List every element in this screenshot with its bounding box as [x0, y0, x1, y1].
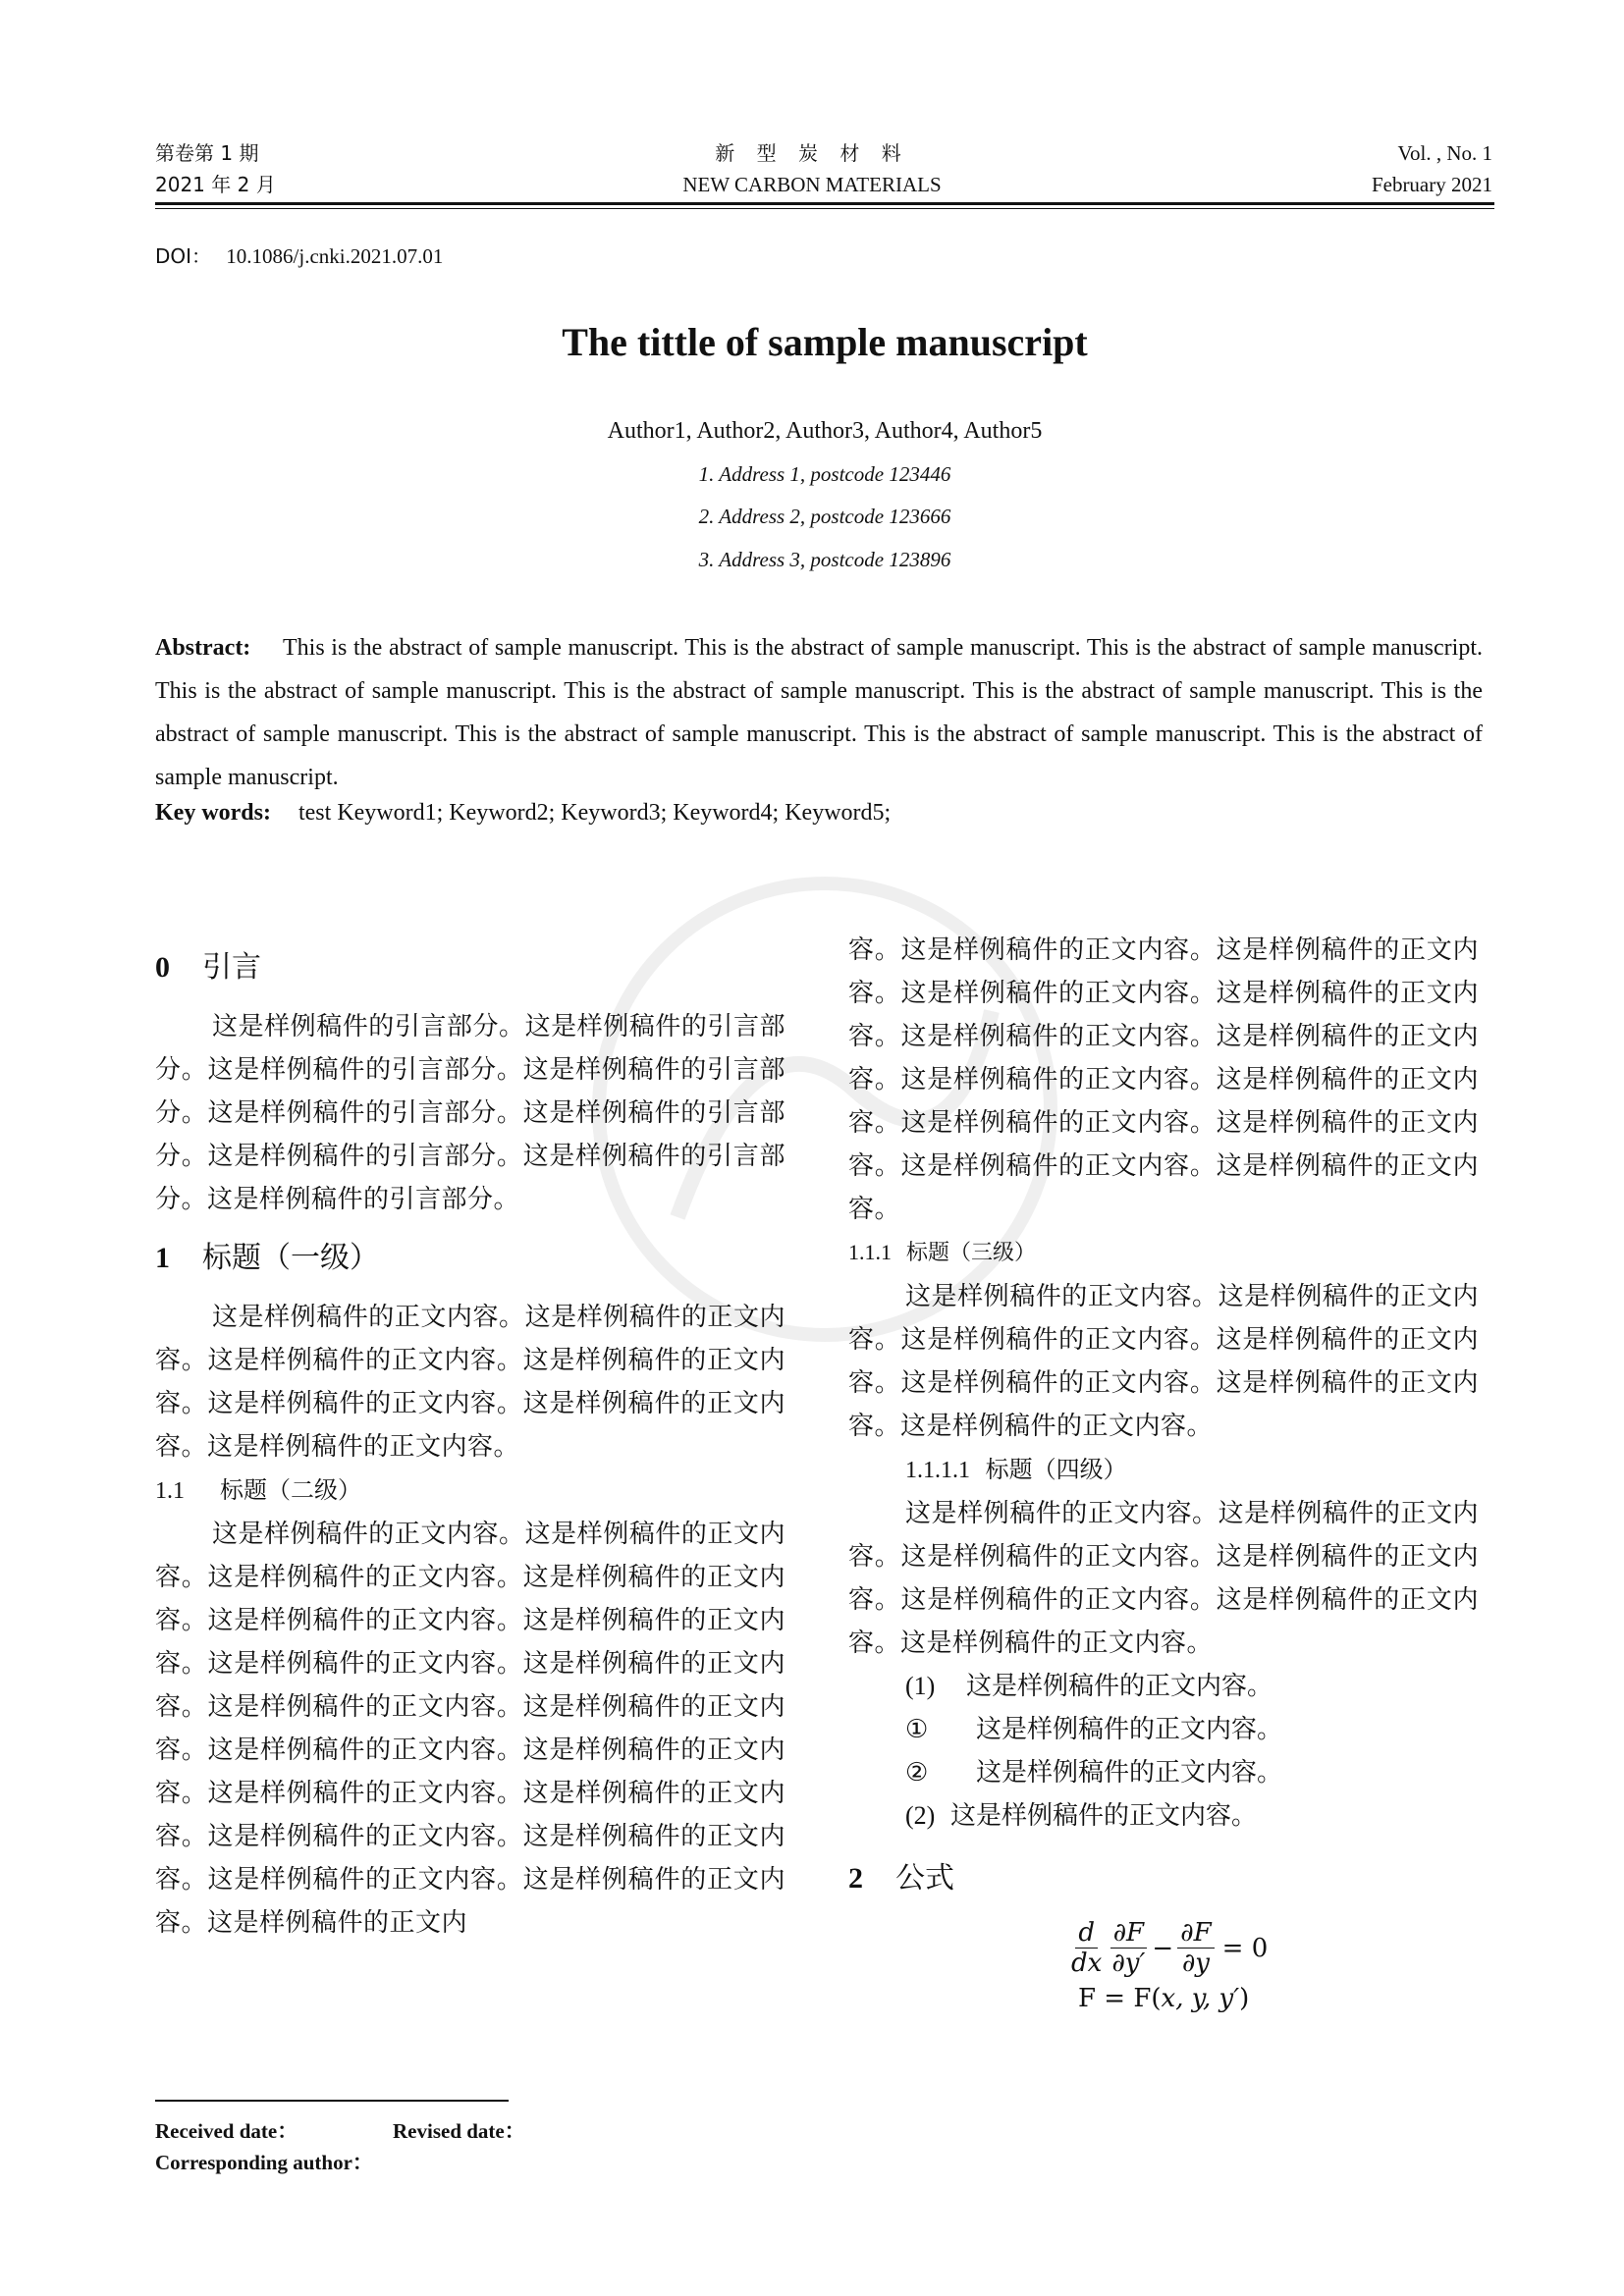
date-en: February 2021 — [1371, 173, 1492, 196]
continued-paragraph: 容。这是样例稿件的正文内容。这是样例稿件的正文内容。这是样例稿件的正文内容。这是样例稿件的正文内容。这是样例稿件的正文内容。这是样例稿件的正文内容。这是样例稿件的正文内容。这是样例稿件的正文内容。这是样例稿件的正文内容。这是样例稿件的正文内容。这是样例稿件的正文内容。这是样例稿件的正文内容。 — [848, 935, 1479, 1224]
section-0-heading — [155, 946, 785, 989]
section-1-title: 标题（一级） — [202, 1241, 379, 1275]
header-left — [155, 137, 276, 200]
abstract-text: This is the abstract of sample manuscript. This is the abstract of sample manuscript. This is the abstract of sample manuscript. This is the abstract of sample manuscript. This is the abstract of sample manuscript. This is the abstract of sample manuscript. This is the abstract of sample manuscript. This is the abstract of sample manuscript. This is the abstract of sample manuscript. This is the abstract of sample manuscript. — [155, 635, 1484, 790]
abstract — [155, 626, 1483, 799]
address-3: 3. Address 3, postcode 123896 — [698, 548, 951, 571]
doi-label: DOI： — [155, 244, 212, 268]
section-1-1-title: 标题（二级） — [220, 1476, 361, 1504]
section-1-paragraph: 这是样例稿件的正文内容。这是样例稿件的正文内容。这是样例稿件的正文内容。这是样例稿件的正文内容。这是样例稿件的正文内容。这是样例稿件的正文内容。这是样例稿件的正文内容。 — [155, 1303, 785, 1462]
frac-denominator: ∂y′ — [1111, 1949, 1146, 1978]
doi-value: 10.1086/j.cnki.2021.07.01 — [226, 244, 444, 268]
received-date: Received date： — [155, 2119, 298, 2143]
journal-cn: 新 型 炭 材 料 — [715, 141, 909, 165]
equation-1 — [848, 1918, 1479, 1978]
keywords-label: Key words: — [155, 800, 271, 826]
list-marker: (1) — [905, 1672, 936, 1700]
frac-denominator: dx — [1071, 1949, 1103, 1978]
list-text: 这是样例稿件的正文内容。 — [966, 1672, 1273, 1701]
address-2: 2. Address 2, postcode 123666 — [698, 505, 951, 528]
frac-numerator: ∂F — [1110, 1918, 1147, 1949]
revised-date: Revised date： — [393, 2119, 525, 2143]
section-1-1-paragraph: 这是样例稿件的正文内容。这是样例稿件的正文内容。这是样例稿件的正文内容。这是样例稿件的正文内容。这是样例稿件的正文内容。这是样例稿件的正文内容。这是样例稿件的正文内容。这是样例稿件的正文内容。这是样例稿件的正文内容。这是样例稿件的正文内容。这是样例稿件的正文内容。这是样例稿件的正文内容。这是样例稿件的正文内容。这是样例稿件的正文内容。这是样例稿件的正文内容。这是样例稿件的正文内容。这是样例稿件的正文内容。这是样例稿件的正文内容。这是样例稿件的正文内 — [155, 1520, 785, 1938]
frac-denominator: ∂y — [1181, 1949, 1210, 1978]
section-1-1-1-1-number: 1.1.1.1 — [905, 1458, 970, 1483]
section-1-1-1-number: 1.1.1 — [848, 1240, 892, 1264]
list-marker: ② — [905, 1758, 929, 1788]
list-text: 这是样例稿件的正文内容。 — [976, 1715, 1283, 1744]
right-column — [848, 929, 1479, 2013]
fraction-d-dx — [1068, 1918, 1105, 1978]
section-0-number: 0 — [155, 951, 170, 984]
issue-cn: 第卷第 1 期 — [155, 141, 259, 165]
list-marker: (2) — [905, 1801, 936, 1830]
section-1-1-1-1-title: 标题（四级） — [985, 1456, 1127, 1483]
header-rule-thick — [155, 202, 1494, 205]
left-column — [155, 946, 785, 1945]
eq2-lhs: F = F( — [1078, 1984, 1162, 2013]
eq2-args: x, y, y′ — [1161, 1984, 1240, 2013]
section-2-number: 2 — [848, 1862, 863, 1895]
list-item — [848, 1794, 1479, 1838]
paper-title: The tittle of sample manuscript — [562, 320, 1088, 364]
list-text: 这是样例稿件的正文内容。 — [976, 1758, 1283, 1788]
date-cn: 2021 年 2 月 — [155, 173, 276, 196]
keywords-text: test Keyword1; Keyword2; Keyword3; Keyword4; Keyword5; — [298, 800, 892, 826]
footnote-rule — [155, 2100, 509, 2102]
section-2-title: 公式 — [895, 1861, 954, 1896]
section-1-1-1-1-heading — [848, 1448, 1479, 1492]
eq2-rhs: ) — [1239, 1984, 1250, 2013]
equals-zero: = 0 — [1221, 1933, 1269, 1963]
author-list: Author1, Author2, Author3, Author4, Author5 — [607, 418, 1043, 444]
section-1-1-1-paragraph: 这是样例稿件的正文内容。这是样例稿件的正文内容。这是样例稿件的正文内容。这是样例稿件的正文内容。这是样例稿件的正文内容。这是样例稿件的正文内容。这是样例稿件的正文内容。 — [848, 1282, 1479, 1441]
section-1-1-number: 1.1 — [155, 1478, 185, 1504]
frac-numerator: d — [1075, 1918, 1098, 1949]
volume: Vol. , No. 1 — [1397, 141, 1492, 165]
corresponding-author: Corresponding author： — [155, 2151, 373, 2174]
fraction-dF-dyprime — [1109, 1918, 1148, 1978]
header-right — [1372, 137, 1492, 200]
doi-line — [155, 240, 443, 269]
header-center — [550, 137, 1074, 200]
section-1-1-1-1-paragraph: 这是样例稿件的正文内容。这是样例稿件的正文内容。这是样例稿件的正文内容。这是样例稿件的正文内容。这是样例稿件的正文内容。这是样例稿件的正文内容。这是样例稿件的正文内容。 — [848, 1499, 1479, 1658]
section-2-heading — [848, 1857, 1479, 1900]
list-item — [848, 1665, 1479, 1708]
equation-2 — [848, 1984, 1479, 2013]
list-item — [848, 1751, 1479, 1794]
section-0-title: 引言 — [202, 950, 261, 985]
intro-paragraph: 这是样例稿件的引言部分。这是样例稿件的引言部分。这是样例稿件的引言部分。这是样例稿件的引言部分。这是样例稿件的引言部分。这是样例稿件的引言部分。这是样例稿件的引言部分。这是样例稿件的引言部分。这是样例稿件的引言部分。 — [155, 1012, 785, 1214]
list-marker: ① — [905, 1715, 929, 1744]
keywords — [155, 800, 891, 827]
section-1-1-1-heading — [848, 1231, 1479, 1275]
section-1-number: 1 — [155, 1242, 170, 1274]
section-1-1-1-title: 标题（三级） — [906, 1241, 1037, 1265]
address-1: 1. Address 1, postcode 123446 — [698, 462, 951, 486]
numbered-list — [848, 1665, 1479, 1838]
minus-sign: − — [1152, 1933, 1174, 1963]
journal-en: NEW CARBON MATERIALS — [682, 173, 942, 196]
list-text: 这是样例稿件的正文内容。 — [950, 1801, 1258, 1831]
section-1-1-heading — [155, 1468, 785, 1513]
header-rule-thin — [155, 208, 1494, 209]
abstract-label: Abstract: — [155, 635, 251, 661]
list-item — [848, 1708, 1479, 1751]
frac-numerator: ∂F — [1177, 1918, 1214, 1949]
section-1-heading — [155, 1237, 785, 1280]
fraction-dF-dy — [1177, 1918, 1214, 1978]
